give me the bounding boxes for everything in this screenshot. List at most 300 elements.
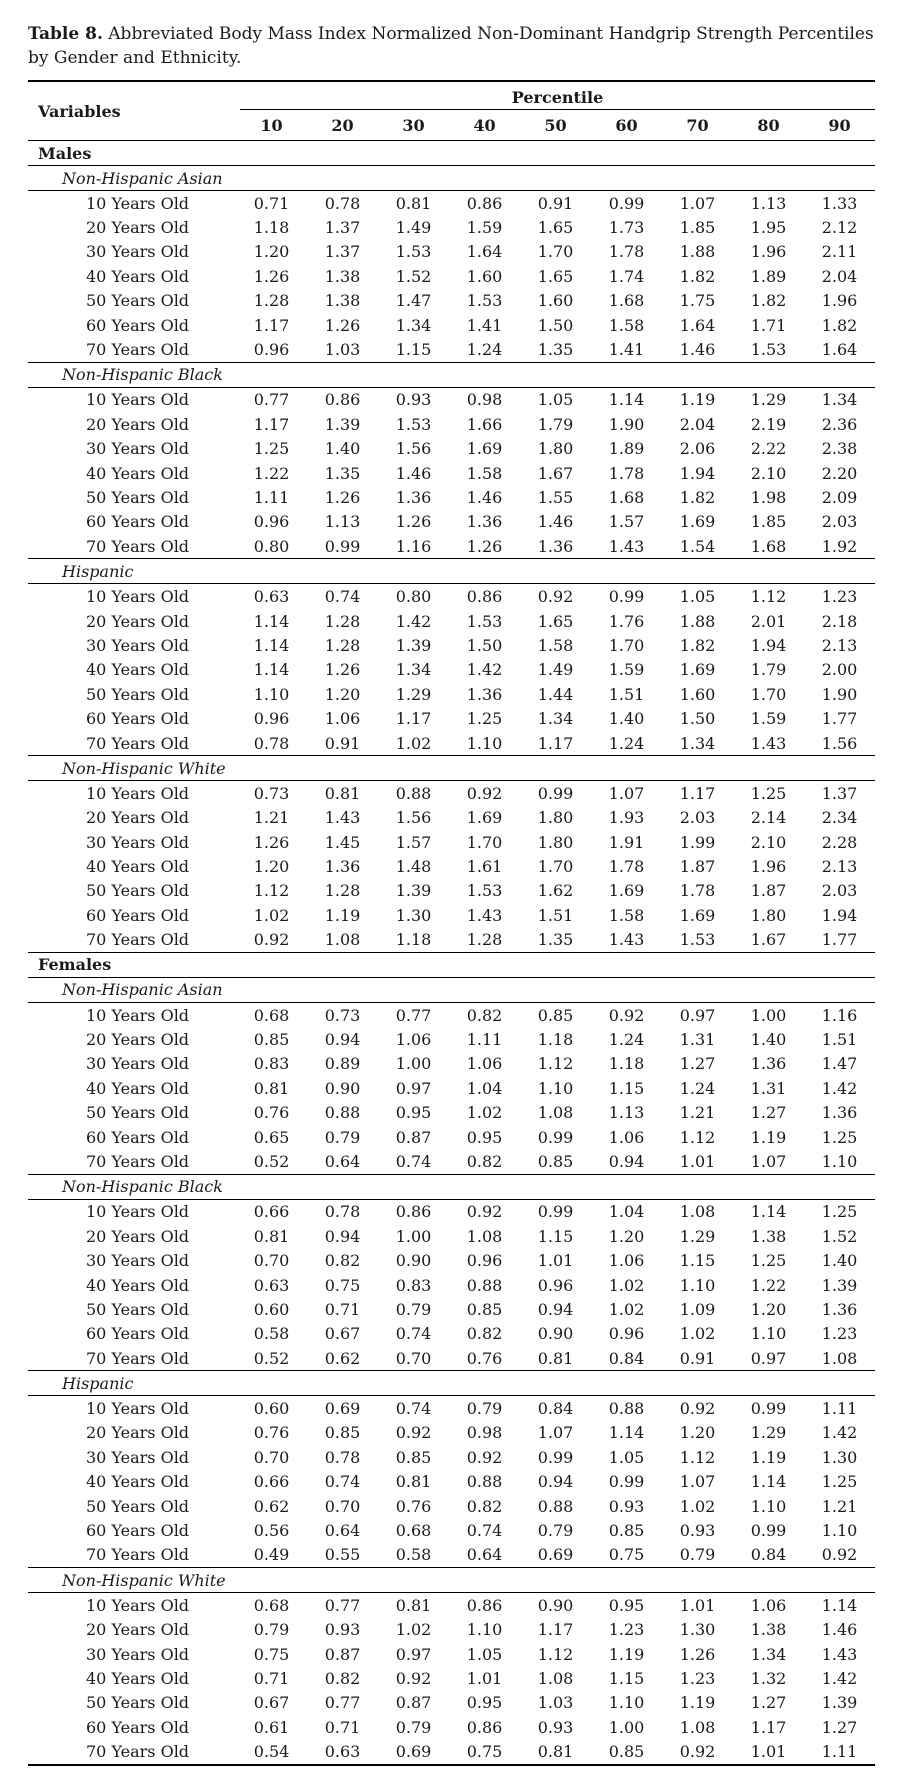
table-cell: 1.96 [750,242,787,262]
table-cell: 2.03 [679,808,716,828]
table-cell: 1.67 [537,463,574,483]
table-cell: 0.58 [378,1543,449,1568]
table-cell: 1.70 [537,857,574,877]
table-cell: 0.79 [395,1717,432,1737]
table-cell: 1.24 [449,337,520,362]
table-row [28,903,875,927]
gender-label: Females [28,952,875,977]
table-cell: 1.14 [608,1423,645,1443]
table-cell: 1.00 [608,1717,645,1737]
table-cell: 1.53 [662,928,733,953]
table-cell: 1.29 [679,1226,716,1246]
table-cell: 0.52 [236,1346,307,1371]
table-cell: 1.51 [537,905,574,925]
table-cell: 1.28 [253,291,290,311]
table-cell: 0.95 [395,1103,432,1123]
table-cell: 1.40 [821,1251,858,1271]
table-cell: 0.74 [395,1324,432,1344]
table-cell: 0.94 [537,1299,574,1319]
table-row [28,437,875,461]
table-cell: 0.86 [324,390,361,410]
table-cell: 1.89 [750,266,787,286]
table-cell: 1.55 [537,487,574,507]
table-cell: 0.86 [466,1717,503,1737]
table-cell: 1.56 [395,439,432,459]
table-cell: 0.82 [466,1005,503,1025]
table-cell: 1.32 [750,1669,787,1688]
table-cell: 1.08 [307,928,378,953]
table-cell: 1.69 [679,512,716,532]
table-cell: 2.10 [750,463,787,483]
table-cell: 1.10 [750,1324,787,1344]
table-cell: 1.19 [324,905,361,925]
table-cell: 0.96 [236,337,307,362]
table-cell: 0.81 [395,1472,432,1492]
table-cell: 0.99 [537,1447,574,1467]
table-row [28,731,875,756]
table-cell: 1.20 [253,242,290,262]
table-cell: 1.36 [395,487,432,507]
table-cell: 0.71 [324,1717,361,1737]
table-cell: 1.96 [750,857,787,877]
table-cell: 0.84 [537,1399,574,1419]
table-cell: 0.98 [466,1423,503,1443]
table-row [28,1618,875,1642]
table-cell: 1.80 [537,832,574,852]
table-cell: 0.70 [378,1346,449,1371]
table-cell: 1.34 [395,315,432,335]
table-cell: 1.02 [608,1299,645,1319]
ethnicity-row [28,1568,875,1593]
table-cell: 0.93 [324,1620,361,1640]
age-label: 40 Years Old [86,857,190,877]
table-cell: 2.34 [821,808,858,828]
table-cell: 1.67 [733,928,804,953]
table-cell: 1.46 [395,463,432,483]
table-cell: 1.01 [466,1669,503,1688]
table-row [28,879,875,903]
table-cell: 1.88 [679,611,716,631]
table-cell: 1.85 [750,512,787,532]
table-cell: 1.65 [537,611,574,631]
table-cell: 1.90 [821,684,858,704]
table-cell: 0.93 [537,1717,574,1737]
table-cell: 0.84 [733,1543,804,1568]
table-cell: 0.79 [466,1399,503,1419]
table-cell: 1.11 [466,1030,503,1050]
table-cell: 0.89 [324,1054,361,1074]
table-cell: 1.57 [608,512,645,532]
table-cell: 1.29 [750,1423,787,1443]
table-cell: 1.52 [395,266,432,286]
table-row [28,534,875,559]
age-label: 20 Years Old [86,1030,190,1050]
table-cell: 1.36 [466,684,503,704]
table-cell: 1.34 [395,660,432,680]
table-cell: 1.06 [466,1054,503,1074]
table-cell: 1.10 [449,731,520,756]
age-label: 40 Years Old [86,1669,190,1688]
table-cell: 2.13 [821,635,858,655]
age-label: 50 Years Old [86,1299,190,1319]
table-cell: 1.03 [537,1693,574,1713]
table-cell: 0.69 [324,1399,361,1419]
table-cell: 0.60 [253,1399,290,1419]
table-cell: 1.46 [821,1620,858,1640]
table-cell: 1.16 [378,534,449,559]
percentile-column-header: 40 [449,110,520,141]
table-cell: 0.68 [253,1595,290,1615]
gender-label: Males [28,141,875,166]
table-cell: 1.07 [679,1472,716,1492]
table-cell: 1.69 [466,439,503,459]
table-cell: 1.99 [679,832,716,852]
table-cell: 1.02 [395,1620,432,1640]
table-cell: 1.35 [324,463,361,483]
table-cell: 1.14 [821,1595,858,1615]
table-cell: 1.26 [253,832,290,852]
table-cell: 1.36 [821,1103,858,1123]
percentile-column-header: 10 [236,110,307,141]
table-cell: 0.79 [395,1299,432,1319]
table-cell: 0.68 [395,1521,432,1541]
table-cell: 1.23 [608,1620,645,1640]
table-cell: 1.60 [679,684,716,704]
age-label: 70 Years Old [28,1739,236,1764]
table-cell: 0.63 [253,1275,290,1295]
table-cell: 2.03 [821,881,858,901]
table-cell: 0.96 [537,1275,574,1295]
table-cell: 1.19 [679,390,716,410]
table-cell: 1.35 [520,928,591,953]
table-cell: 0.81 [253,1226,290,1246]
table-row [28,633,875,657]
table-cell: 0.99 [537,1202,574,1222]
table-cell: 1.43 [324,808,361,828]
table-cell: 0.81 [395,193,432,213]
table-cell: 1.38 [750,1620,787,1640]
age-label: 30 Years Old [86,1054,190,1074]
table-row [28,1642,875,1666]
table-cell: 0.76 [395,1496,432,1516]
table-row [28,485,875,509]
table-cell: 2.04 [679,414,716,434]
table-row [28,1739,875,1764]
table-cell: 1.70 [608,635,645,655]
table-cell: 1.42 [395,611,432,631]
table-cell: 1.77 [821,709,858,729]
table-cell: 1.28 [324,611,361,631]
table-cell: 0.99 [537,783,574,803]
table-cell: 1.18 [608,1054,645,1074]
table-cell: 1.15 [679,1251,716,1271]
table-cell: 1.27 [821,1717,858,1737]
table-cell: 1.39 [395,635,432,655]
percentile-column-header: 30 [378,110,449,141]
table-cell: 1.25 [821,1202,858,1222]
table-cell: 1.02 [253,905,290,925]
age-label: 70 Years Old [28,731,236,756]
table-cell: 0.60 [253,1299,290,1319]
table-row [28,928,875,953]
ethnicity-row [28,977,875,1002]
table-cell: 1.42 [466,660,503,680]
table-cell: 1.87 [750,881,787,901]
table-cell: 1.17 [520,731,591,756]
table-cell: 1.33 [821,193,858,213]
table-row [28,1076,875,1100]
table-row [28,1346,875,1371]
table-cell: 0.92 [466,1202,503,1222]
table-cell: 0.64 [324,1521,361,1541]
age-label: 10 Years Old [86,1005,190,1025]
table-cell: 1.11 [821,1399,858,1419]
table-cell: 1.56 [395,808,432,828]
table-cell: 1.64 [466,242,503,262]
table-cell: 1.08 [537,1103,574,1123]
age-label: 70 Years Old [28,1346,236,1371]
table-cell: 0.92 [395,1669,432,1688]
table-cell: 1.43 [591,928,662,953]
table-cell: 1.59 [750,709,787,729]
table-cell: 0.94 [537,1472,574,1492]
table-cell: 0.76 [449,1346,520,1371]
table-cell: 1.80 [537,439,574,459]
table-cell: 1.26 [395,512,432,532]
age-label: 30 Years Old [86,242,190,262]
table-cell: 0.66 [253,1202,290,1222]
table-cell: 1.27 [750,1693,787,1713]
table-cell: 1.78 [608,857,645,877]
table-cell: 2.22 [750,439,787,459]
table-cell: 1.82 [821,315,858,335]
table-cell: 0.87 [395,1693,432,1713]
table-cell: 0.87 [395,1127,432,1147]
ethnicity-label: Non-Hispanic Asian [28,166,875,191]
table-cell: 1.10 [253,684,290,704]
table-cell: 1.29 [750,390,787,410]
table-cell: 0.64 [449,1543,520,1568]
table-cell: 0.92 [662,1739,733,1764]
table-row [28,1101,875,1125]
table-cell: 1.46 [466,487,503,507]
table-cell: 1.14 [253,635,290,655]
table-cell: 0.74 [378,1149,449,1174]
table-cell: 0.88 [608,1399,645,1419]
table-cell: 1.10 [537,1078,574,1098]
table-cell: 1.11 [804,1739,875,1764]
table-cell: 0.85 [537,1005,574,1025]
table-cell: 1.94 [821,905,858,925]
table-cell: 1.15 [608,1669,645,1688]
age-label: 30 Years Old [86,1447,190,1467]
table-cell: 1.47 [395,291,432,311]
table-row [28,854,875,878]
table-cell: 1.43 [733,731,804,756]
table-cell: 1.39 [821,1693,858,1713]
table-cell: 1.23 [679,1669,716,1688]
table-cell: 1.24 [679,1078,716,1098]
table-cell: 1.80 [537,808,574,828]
table-cell: 0.90 [537,1324,574,1344]
table-cell: 1.04 [608,1202,645,1222]
table-cell: 1.26 [679,1644,716,1664]
table-cell: 0.76 [253,1103,290,1123]
ethnicity-label: Non-Hispanic Black [28,362,875,387]
age-label: 70 Years Old [28,928,236,953]
table-row [28,1027,875,1051]
table-cell: 1.10 [750,1496,787,1516]
table-row [28,1322,875,1346]
table-row [28,510,875,534]
table-cell: 1.28 [324,635,361,655]
table-cell: 1.08 [466,1226,503,1246]
ethnicity-row [28,559,875,584]
table-cell: 0.99 [608,587,645,607]
table-cell: 0.82 [324,1669,361,1688]
table-cell: 1.68 [733,534,804,559]
table-row [28,1666,875,1690]
age-label: 70 Years Old [28,337,236,362]
table-cell: 0.78 [324,1447,361,1467]
table-cell: 1.02 [679,1324,716,1344]
table-cell: 2.00 [821,660,858,680]
table-cell: 0.81 [520,1739,591,1764]
table-cell: 0.85 [253,1030,290,1050]
table-cell: 1.76 [608,611,645,631]
table-cell: 0.88 [395,783,432,803]
table-cell: 1.14 [750,1472,787,1492]
table-cell: 1.53 [466,291,503,311]
table-cell: 1.42 [821,1078,858,1098]
table-cell: 1.18 [378,928,449,953]
table-cell: 1.18 [253,218,290,238]
table-cell: 1.10 [679,1275,716,1295]
table-cell: 0.49 [236,1543,307,1568]
table-cell: 0.56 [253,1521,290,1541]
age-label: 50 Years Old [86,684,190,704]
table-cell: 1.13 [750,193,787,213]
table-cell: 0.64 [307,1149,378,1174]
table-cell: 1.71 [750,315,787,335]
table-cell: 1.48 [395,857,432,877]
table-cell: 1.47 [821,1054,858,1074]
table-cell: 1.13 [324,512,361,532]
table-cell: 1.02 [466,1103,503,1123]
table-cell: 1.45 [324,832,361,852]
age-label: 10 Years Old [86,783,190,803]
ethnicity-row [28,362,875,387]
ethnicity-row [28,1174,875,1199]
table-cell: 0.81 [324,783,361,803]
table-cell: 1.00 [395,1054,432,1074]
table-cell: 1.25 [750,1251,787,1271]
table-cell: 1.21 [821,1496,858,1516]
table-cell: 2.12 [821,218,858,238]
table-cell: 0.91 [307,731,378,756]
table-cell: 0.54 [236,1739,307,1764]
age-label: 50 Years Old [86,291,190,311]
table-cell: 0.74 [466,1521,503,1541]
table-cell: 0.97 [395,1644,432,1664]
age-label: 60 Years Old [86,1127,190,1147]
table-cell: 1.40 [750,1030,787,1050]
table-cell: 0.77 [324,1595,361,1615]
table-row [28,830,875,854]
table-cell: 1.43 [466,905,503,925]
table-cell: 1.27 [750,1103,787,1123]
ethnicity-label: Non-Hispanic Asian [28,977,875,1002]
table-cell: 1.05 [537,390,574,410]
table-cell: 0.77 [324,1693,361,1713]
table-cell: 1.20 [608,1226,645,1246]
table-cell: 0.95 [466,1693,503,1713]
table-cell: 1.70 [750,684,787,704]
table-cell: 2.09 [821,487,858,507]
table-cell: 0.83 [395,1275,432,1295]
table-cell: 0.82 [466,1496,503,1516]
table-cell: 1.69 [466,808,503,828]
table-row [28,387,875,412]
age-label: 40 Years Old [86,1078,190,1098]
table-cell: 0.67 [253,1693,290,1713]
table-cell: 1.28 [324,881,361,901]
table-cell: 0.96 [253,512,290,532]
table-cell: 1.01 [733,1739,804,1764]
table-row [28,1224,875,1248]
table-cell: 0.78 [324,1202,361,1222]
table-cell: 1.94 [679,463,716,483]
age-label: 50 Years Old [86,1693,190,1713]
table-row [28,1199,875,1224]
table-cell: 1.91 [608,832,645,852]
table-cell: 1.85 [679,218,716,238]
table-cell: 1.52 [821,1226,858,1246]
table-cell: 1.25 [750,783,787,803]
table-cell: 0.92 [804,1543,875,1568]
ethnicity-row [28,1371,875,1396]
table-cell: 1.22 [253,463,290,483]
table-cell: 0.74 [324,587,361,607]
table-row [28,806,875,830]
table-cell: 1.25 [253,439,290,459]
table-cell: 1.12 [679,1127,716,1147]
table-cell: 0.81 [520,1346,591,1371]
table-cell: 1.11 [253,487,290,507]
percentile-header: Percentile [236,81,875,110]
percentile-column-header: 80 [733,110,804,141]
age-label: 50 Years Old [86,1496,190,1516]
percentile-column-header: 20 [307,110,378,141]
table-cell: 1.17 [750,1717,787,1737]
table-cell: 1.50 [466,635,503,655]
table-cell: 1.82 [679,635,716,655]
table-cell: 1.21 [679,1103,716,1123]
percentile-column-header: 50 [520,110,591,141]
table-caption-label: Table 8. [28,24,103,44]
percentile-column-header: 70 [662,110,733,141]
table-cell: 1.39 [324,414,361,434]
table-cell: 0.88 [466,1472,503,1492]
table-cell: 1.01 [537,1251,574,1271]
table-cell: 1.30 [679,1620,716,1640]
table-cell: 0.97 [395,1078,432,1098]
table-cell: 1.20 [324,684,361,704]
table-cell: 1.60 [466,266,503,286]
table-cell: 0.70 [324,1496,361,1516]
table-row [28,1125,875,1149]
ethnicity-label: Hispanic [28,559,875,584]
